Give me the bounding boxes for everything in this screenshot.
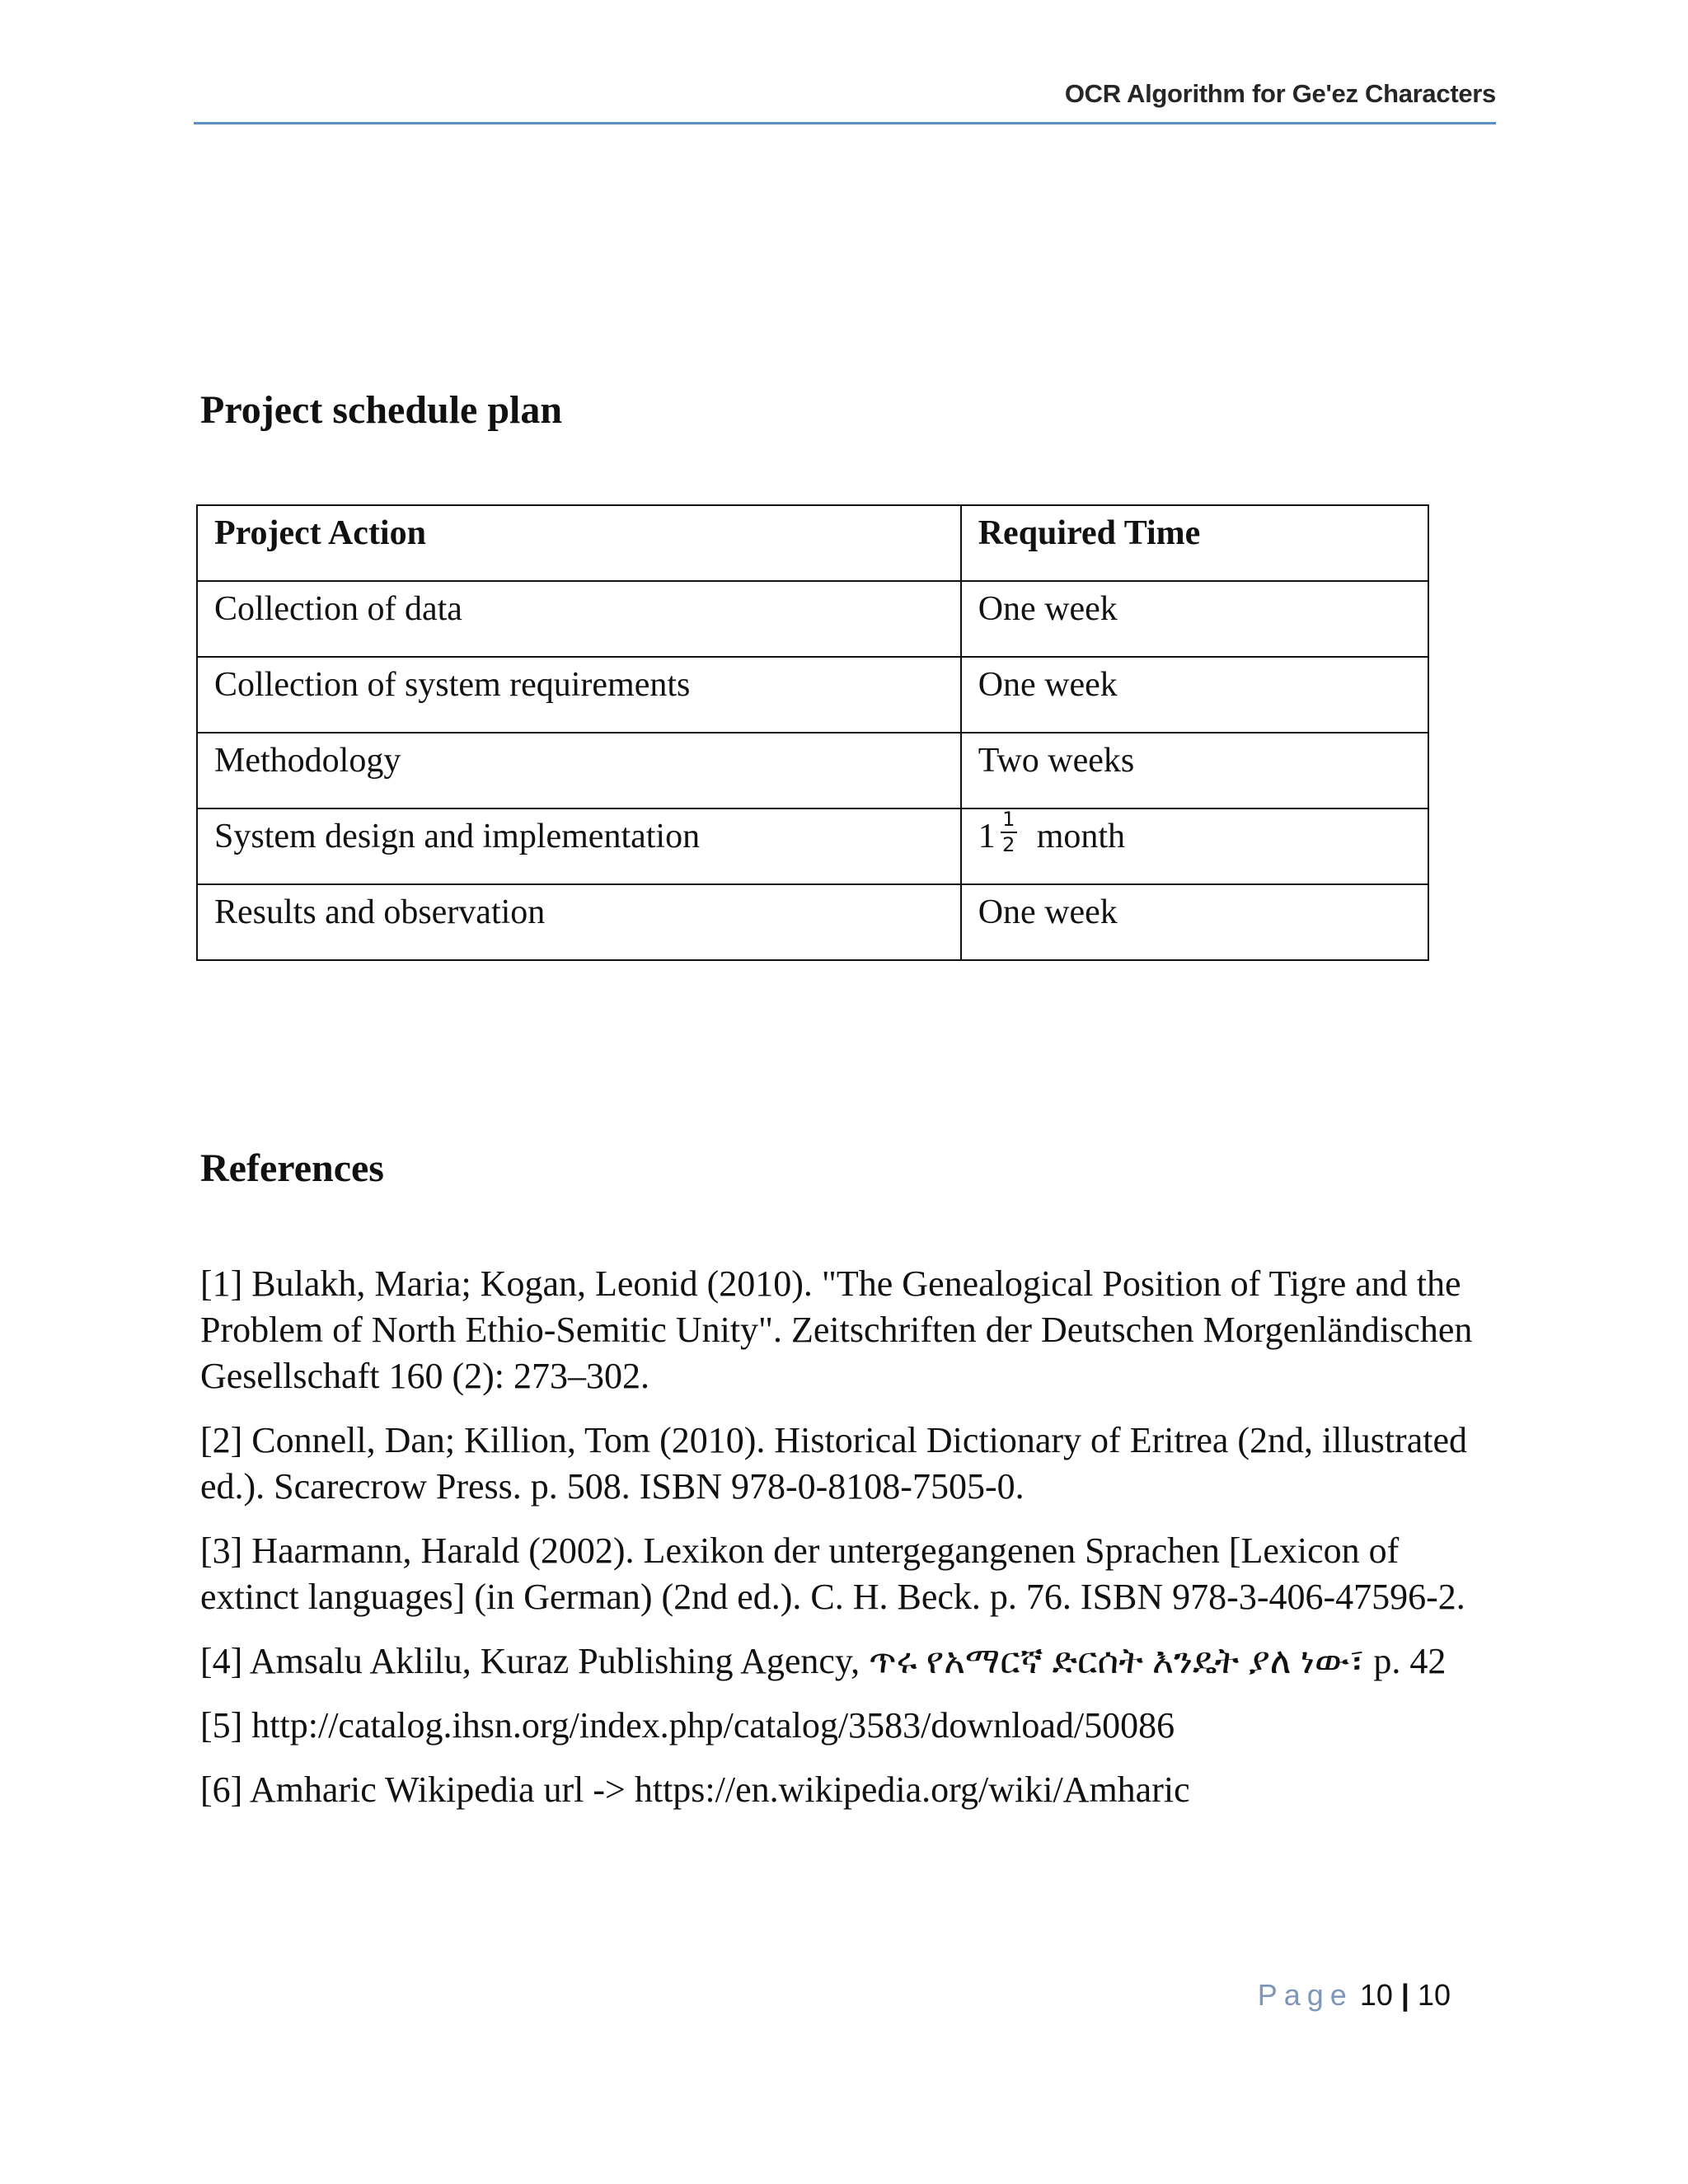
references-heading: References [200, 1146, 384, 1190]
fraction-denominator: 2 [1002, 833, 1015, 857]
page-number: 10 [1359, 1978, 1393, 2012]
schedule-heading: Project schedule plan [200, 388, 563, 432]
table-row [197, 884, 1428, 960]
action-cell: Results and observation [197, 884, 961, 960]
reference-list [200, 1261, 1494, 1831]
time-cell: One week [961, 581, 1428, 657]
time-cell: One week [961, 657, 1428, 733]
reference-item: [1] Bulakh, Maria; Kogan, Leonid (2010). "The Genealogical Position of Tigre and the Problem of North Ethio-Semitic Unity". Zeitschriften der Deutschen Morgenländischen Gesellschaft 160 (2): 273–302. [200, 1263, 1473, 1396]
table-row [197, 657, 1428, 733]
table-row [197, 581, 1428, 657]
page-separator: | [1400, 1978, 1409, 2012]
time-cell: One week [961, 884, 1428, 960]
table-row [197, 808, 1428, 884]
time-cell: Two weeks [961, 733, 1428, 808]
column-header-time: Required Time [961, 505, 1428, 581]
reference-item: [6] Amharic Wikipedia url -> https://en.wikipedia.org/wiki/Amharic [200, 1769, 1190, 1810]
table-header-row [197, 505, 1428, 581]
running-header: OCR Algorithm for Ge'ez Characters [1064, 79, 1496, 108]
action-cell: Collection of data [197, 581, 961, 657]
schedule-table [196, 504, 1429, 961]
reference-item: [3] Haarmann, Harald (2002). Lexikon der untergegangenen Sprachen [Lexicon of extinct languages] (in German) (2nd ed.). C. H. Beck. p. 76. ISBN 978-3-406-47596-2. [200, 1530, 1465, 1617]
fraction [1001, 809, 1017, 855]
reference-item: [2] Connell, Dan; Killion, Tom (2010). Historical Dictionary of Eritrea (2nd, illustrated ed.). Scarecrow Press. p. 508. ISBN 978-0-8108-7505-0. [200, 1420, 1467, 1507]
page-footer [1258, 1978, 1451, 2013]
time-whole: 1 [978, 818, 996, 855]
action-cell: Methodology [197, 733, 961, 808]
time-cell [961, 808, 1428, 884]
fraction-numerator: 1 [1002, 808, 1015, 832]
header-rule [194, 122, 1496, 124]
action-cell: System design and implementation [197, 808, 961, 884]
total-pages: 10 [1417, 1978, 1451, 2012]
table-row [197, 733, 1428, 808]
reference-item: [4] Amsalu Aklilu, Kuraz Publishing Agency, ጥሩ የአማርኛ ድርሰት እንዴት ያለ ነው፣ p. 42 [200, 1641, 1447, 1681]
action-cell: Collection of system requirements [197, 657, 961, 733]
time-unit: month [1036, 818, 1126, 855]
column-header-action: Project Action [197, 505, 961, 581]
page-label: Page [1257, 1978, 1353, 2012]
reference-item: [5] http://catalog.ihsn.org/index.php/catalog/3583/download/50086 [200, 1705, 1175, 1746]
